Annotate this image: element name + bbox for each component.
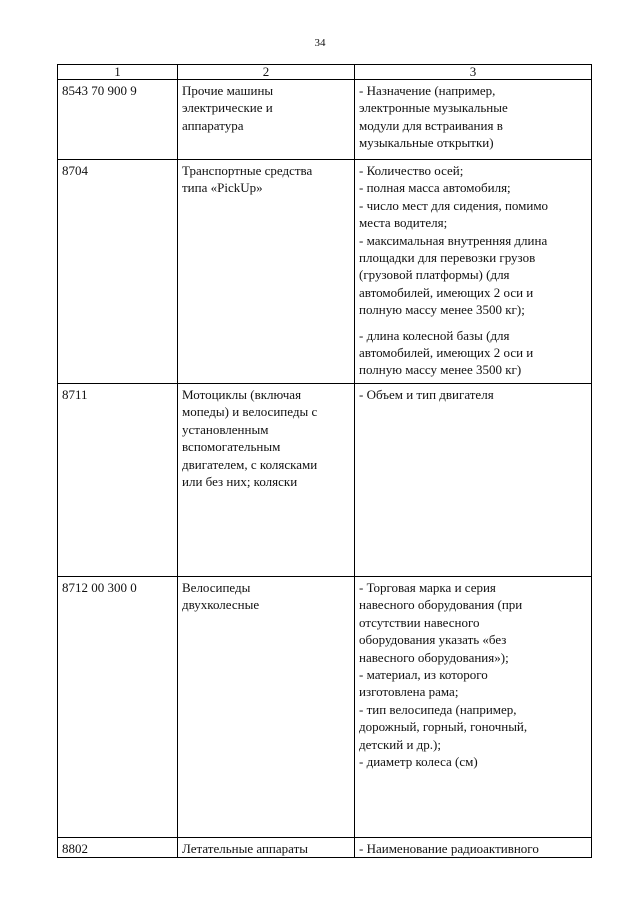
code-cell: 8711 [58,384,178,577]
attribute-line: детский и др.); [359,736,441,752]
column-header: 3 [355,65,592,80]
table-header-row [58,65,592,80]
attribute-line: места водителя; [359,215,448,231]
column-header: 1 [58,65,178,80]
attribute-line: навесного оборудования»); [359,649,509,665]
attribute-line: дорожный, горный, гоночный, [359,719,528,735]
attribute-line: электронные музыкальные [359,100,508,116]
code-cell: 8712 00 300 0 [58,577,178,838]
attributes-cell [355,384,592,577]
attribute-line: - число мест для сидения, помимо [359,197,549,213]
attribute-line: полную массу менее 3500 кг) [359,362,522,378]
attribute-line: автомобилей, имеющих 2 оси и [359,284,534,300]
attribute-line: площадки для перевозки грузов [359,250,536,266]
name-line: Велосипеды [182,580,251,595]
attribute-line: (грузовой платформы) (для [359,267,510,283]
name-line: установленным [182,421,269,437]
table-row [58,80,592,160]
attribute-line: - длина колесной базы (для [359,327,510,343]
goods-attributes-table [57,64,592,858]
attributes-cell [355,80,592,160]
attribute-line: модули для встраивания в [359,117,503,133]
name-line: вспомогательным [182,439,281,455]
column-header: 2 [178,65,355,80]
name-line: двухколесные [182,597,260,613]
attribute-line: - Назначение (например, [359,83,496,98]
code-cell: 8704 [58,160,178,384]
attribute-line: навесного оборудования (при [359,597,523,613]
name-line: двигателем, с колясками [182,456,318,472]
attribute-line: автомобилей, имеющих 2 оси и [359,345,534,361]
name-line: Летательные аппараты [182,841,308,856]
attribute-line: - Торговая марка и серия [359,580,496,595]
name-cell [178,80,355,160]
attribute-line: полную массу менее 3500 кг); [359,302,525,318]
name-line: мопеды) и велосипеды с [182,404,318,420]
name-cell [178,160,355,384]
attribute-line: оборудования указать «без [359,632,507,648]
table-row [58,838,592,858]
name-line: Мотоциклы (включая [182,387,302,402]
name-line: или без них; коляски [182,474,298,490]
name-cell [178,838,355,858]
attribute-line: - материал, из которого [359,667,488,683]
name-cell [178,384,355,577]
code-cell: 8543 70 900 9 [58,80,178,160]
name-line: типа «PickUp» [182,180,263,196]
paragraph-gap [359,319,587,327]
page-number: 34 [314,37,326,49]
name-line: аппаратура [182,117,244,133]
attribute-line: изготовлена рама; [359,684,459,700]
table-row [58,577,592,838]
attribute-line: - максимальная внутренняя длина [359,232,548,248]
name-cell [178,577,355,838]
attribute-line: музыкальные открытки) [359,135,494,151]
name-line: Прочие машины [182,83,274,98]
table-row [58,384,592,577]
name-line: Транспортные средства [182,163,313,178]
attribute-line: - Наименование радиоактивного [359,841,539,856]
attribute-line: - Объем и тип двигателя [359,387,494,402]
name-line: электрические и [182,100,273,116]
attribute-line: - тип велосипеда (например, [359,701,517,717]
attributes-cell [355,838,592,858]
attribute-line: - Количество осей; [359,163,464,178]
attribute-line: - диаметр колеса (см) [359,754,478,770]
attribute-line: отсутствии навесного [359,614,480,630]
code-cell: 8802 [58,838,178,858]
attributes-cell [355,160,592,384]
attribute-line: - полная масса автомобиля; [359,180,511,196]
table-row [58,160,592,384]
attributes-cell [355,577,592,838]
